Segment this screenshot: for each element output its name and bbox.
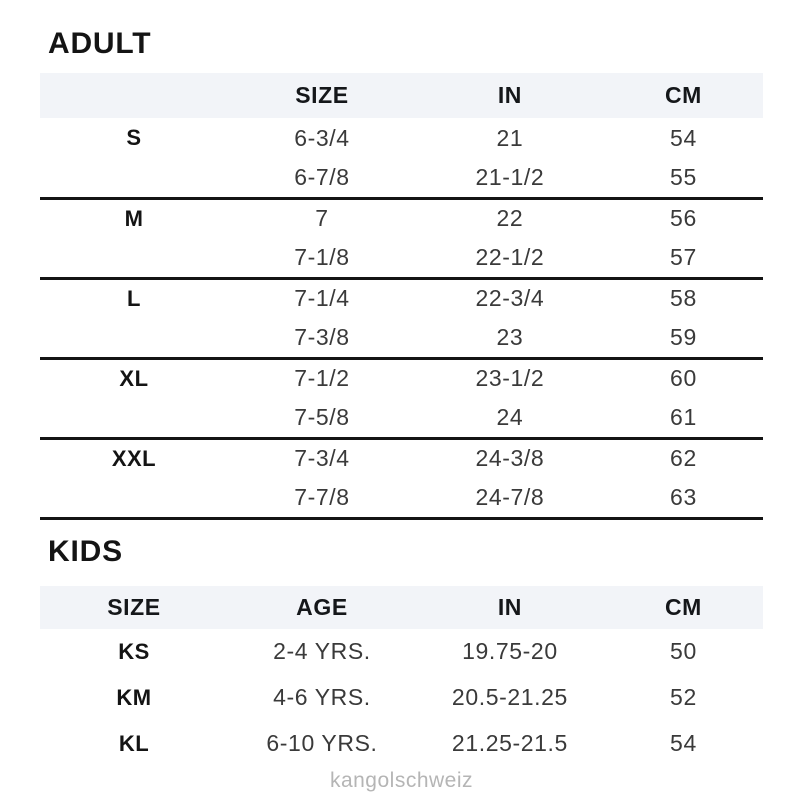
kids-section-title: KIDS xyxy=(48,534,123,568)
cm-cell: 52 xyxy=(670,684,697,710)
inches-cell: 22-1/2 xyxy=(475,243,545,270)
inches-cell: 20.5-21.25 xyxy=(451,684,568,710)
size-label-cell xyxy=(40,318,228,358)
adult-group-xl xyxy=(40,358,763,438)
cm-cell: 55 xyxy=(670,163,697,190)
size-label-cell: XXL xyxy=(111,445,157,471)
adult-group-l xyxy=(40,278,763,358)
adult-header-size: SIZE xyxy=(228,73,416,118)
adult-header-row xyxy=(40,73,763,118)
table-row xyxy=(40,478,763,518)
table-row xyxy=(40,438,763,478)
adult-size-table xyxy=(40,73,763,520)
adult-header-blank xyxy=(40,73,228,118)
adult-section-title: ADULT xyxy=(48,27,152,60)
hat-size-cell: 7-1/4 xyxy=(294,285,350,312)
inches-cell: 24 xyxy=(496,403,524,430)
table-row xyxy=(40,721,763,767)
kids-header-age: AGE xyxy=(228,586,416,629)
inches-cell: 21 xyxy=(496,124,524,151)
inches-cell: 23 xyxy=(496,323,524,350)
inches-cell: 22-3/4 xyxy=(475,285,545,312)
hat-size-cell: 7-5/8 xyxy=(294,403,350,430)
kids-header-row xyxy=(40,586,763,629)
kids-header-in: IN xyxy=(416,586,604,629)
cm-cell: 56 xyxy=(670,205,697,232)
table-row xyxy=(40,118,763,158)
inches-cell: 24-3/8 xyxy=(475,445,545,472)
table-row xyxy=(40,198,763,238)
size-label-cell xyxy=(40,158,228,198)
size-label-cell: KS xyxy=(118,638,150,664)
cm-cell: 59 xyxy=(670,323,697,350)
kids-header-cm: CM xyxy=(604,586,763,629)
cm-cell: 58 xyxy=(670,285,697,312)
inches-cell: 22 xyxy=(496,205,524,232)
size-label-cell: M xyxy=(124,205,144,231)
hat-size-cell: 6-3/4 xyxy=(294,124,350,151)
size-label-cell: XL xyxy=(119,365,149,391)
hat-size-cell: 7-1/8 xyxy=(294,243,350,270)
cm-cell: 61 xyxy=(670,403,697,430)
table-row xyxy=(40,398,763,438)
table-row xyxy=(40,358,763,398)
inches-cell: 21.25-21.5 xyxy=(451,730,568,756)
cm-cell: 60 xyxy=(670,365,697,392)
hat-size-cell: 7 xyxy=(315,205,329,232)
hat-size-cell: 7-3/8 xyxy=(294,323,350,350)
table-row xyxy=(40,318,763,358)
cm-cell: 54 xyxy=(670,124,697,151)
kids-size-table xyxy=(40,586,763,767)
inches-cell: 23-1/2 xyxy=(475,365,545,392)
inches-cell: 19.75-20 xyxy=(462,638,558,664)
cm-cell: 50 xyxy=(670,638,697,664)
hat-size-cell: 7-1/2 xyxy=(294,365,350,392)
hat-size-cell: 6-7/8 xyxy=(294,163,350,190)
age-cell: 2-4 YRS. xyxy=(273,638,371,664)
adult-group-xxl xyxy=(40,438,763,518)
table-row xyxy=(40,158,763,198)
age-cell: 6-10 YRS. xyxy=(266,730,378,756)
age-cell: 4-6 YRS. xyxy=(273,684,371,710)
cm-cell: 62 xyxy=(670,445,697,472)
inches-cell: 21-1/2 xyxy=(475,163,545,190)
watermark-text: kangolschweiz xyxy=(329,768,474,792)
table-row xyxy=(40,675,763,721)
size-label-cell xyxy=(40,398,228,438)
table-row xyxy=(40,278,763,318)
table-row xyxy=(40,238,763,278)
size-label-cell: L xyxy=(127,285,141,311)
size-label-cell: S xyxy=(126,125,142,150)
inches-cell: 24-7/8 xyxy=(475,483,545,510)
size-label-cell xyxy=(40,478,228,518)
table-row xyxy=(40,629,763,675)
size-label-cell: KM xyxy=(116,684,152,710)
size-label-cell: KL xyxy=(118,730,150,756)
kids-header-size: SIZE xyxy=(40,586,228,629)
adult-group-m xyxy=(40,198,763,278)
cm-cell: 54 xyxy=(670,730,697,756)
cm-cell: 63 xyxy=(670,483,697,510)
adult-header-in: IN xyxy=(416,73,604,118)
adult-header-cm: CM xyxy=(604,73,763,118)
cm-cell: 57 xyxy=(670,243,697,270)
size-label-cell xyxy=(40,238,228,278)
hat-size-cell: 7-7/8 xyxy=(294,483,350,510)
adult-group-s xyxy=(40,118,763,198)
hat-size-cell: 7-3/4 xyxy=(294,445,350,472)
